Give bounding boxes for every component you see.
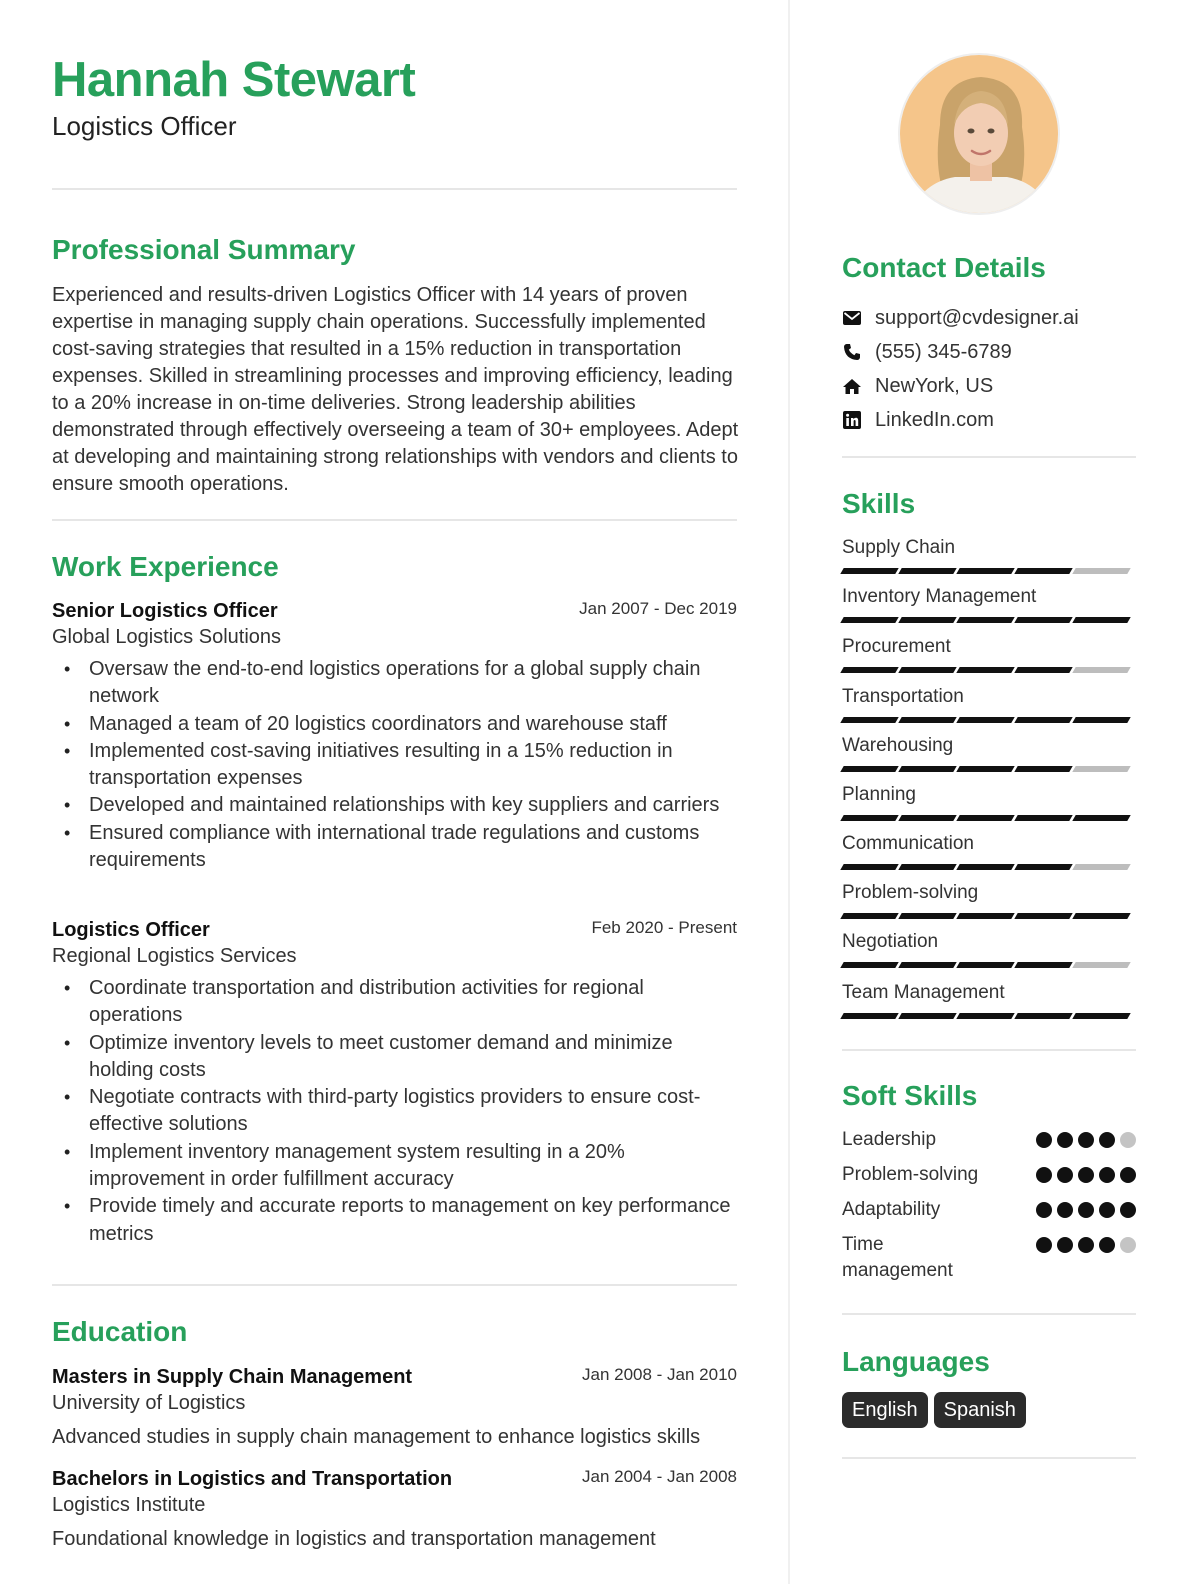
linkedin-text: LinkedIn.com [875, 408, 994, 431]
rating-dot [1036, 1132, 1052, 1148]
soft-skill-label: Leadership [842, 1129, 937, 1150]
skill-level-segment [956, 617, 1014, 623]
skill-level-segment [840, 864, 898, 870]
job-bullets [52, 656, 737, 874]
job-title: Logistics Officer [52, 919, 210, 941]
education-dates: Jan 2008 - Jan 2010 [581, 1365, 737, 1384]
language-badge: Spanish [934, 1392, 1026, 1428]
job-dates: Jan 2007 - Dec 2019 [579, 599, 737, 618]
skill-label: Transportation [842, 686, 964, 707]
candidate-name: Hannah Stewart [52, 53, 416, 107]
skill-item [842, 930, 1136, 968]
rating-dot [1036, 1202, 1052, 1218]
education-entry [52, 1364, 737, 1450]
skill-level-segment [1014, 766, 1072, 772]
soft-skill-item [842, 1232, 1136, 1284]
skill-item [842, 536, 1136, 574]
skill-level-segment [840, 568, 898, 574]
skill-item [842, 685, 1136, 723]
job-bullets [52, 975, 737, 1248]
skill-label: Communication [842, 833, 974, 854]
skill-level-segment [1014, 617, 1072, 623]
soft-skill-label: Problem-solving [842, 1164, 979, 1185]
soft-skill-rating [1036, 1167, 1136, 1183]
skill-level-segment [840, 766, 898, 772]
job-bullet: • Ensured compliance with international trade regulations and customs requirements [52, 820, 737, 875]
contact-email[interactable] [842, 304, 1079, 332]
skill-level-bar [842, 913, 1136, 919]
divider [52, 519, 737, 521]
skill-item [842, 832, 1136, 870]
skill-level-bar [842, 1013, 1136, 1019]
job-bullet: • Provide timely and accurate reports to management on key performance metrics [52, 1193, 737, 1248]
skill-level-bar [842, 617, 1136, 623]
skill-level-segment [956, 667, 1014, 673]
skill-level-segment [1072, 667, 1130, 673]
rating-dot [1120, 1132, 1136, 1148]
envelope-icon [842, 308, 862, 328]
divider [842, 1457, 1136, 1459]
job-title: Senior Logistics Officer [52, 600, 278, 622]
language-badge: English [842, 1392, 928, 1428]
job-bullet: • Implemented cost-saving initiatives resulting in a 15% reduction in transportation expenses [52, 738, 737, 793]
job-company: Global Logistics Solutions [52, 626, 282, 648]
skill-label: Procurement [842, 636, 951, 657]
skill-level-segment [898, 568, 956, 574]
summary-heading: Professional Summary [52, 234, 356, 265]
education-description: Foundational knowledge in logistics and transportation management [52, 1528, 656, 1550]
skill-level-segment [898, 962, 956, 968]
job-bullet: • Optimize inventory levels to meet customer demand and minimize holding costs [52, 1030, 737, 1085]
location-text: NewYork, US [875, 374, 994, 397]
skill-level-bar [842, 864, 1136, 870]
skill-level-segment [956, 962, 1014, 968]
soft-skill-rating [1036, 1132, 1136, 1148]
profile-photo-illustration [900, 55, 1060, 215]
rating-dot [1036, 1167, 1052, 1183]
skill-level-segment [840, 815, 898, 821]
skill-level-segment [840, 962, 898, 968]
soft-skills-heading: Soft Skills [842, 1080, 978, 1111]
job-company: Regional Logistics Services [52, 945, 297, 967]
skill-level-segment [840, 1013, 898, 1019]
candidate-title: Logistics Officer [52, 111, 237, 141]
education-description: Advanced studies in supply chain management to enhance logistics skills [52, 1426, 701, 1448]
soft-skill-rating [1036, 1202, 1136, 1218]
rating-dot [1078, 1132, 1094, 1148]
skill-level-segment [1014, 913, 1072, 919]
skill-level-bar [842, 667, 1136, 673]
experience-heading: Work Experience [52, 551, 279, 582]
rating-dot [1078, 1167, 1094, 1183]
job-bullet: • Implement inventory management system resulting in a 20% improvement in order fulfillment accuracy [52, 1139, 737, 1194]
skill-label: Planning [842, 784, 916, 805]
skill-level-segment [1072, 913, 1130, 919]
rating-dot [1057, 1237, 1073, 1253]
divider [842, 1313, 1136, 1315]
education-heading: Education [52, 1316, 188, 1347]
divider [52, 188, 737, 190]
skill-level-segment [1072, 864, 1130, 870]
skill-level-segment [1014, 815, 1072, 821]
skill-item [842, 585, 1136, 623]
skill-level-bar [842, 815, 1136, 821]
education-entry [52, 1466, 737, 1552]
rating-dot [1099, 1237, 1115, 1253]
skill-level-segment [898, 717, 956, 723]
skill-level-bar [842, 568, 1136, 574]
contact-heading: Contact Details [842, 252, 1046, 283]
school-name: Logistics Institute [52, 1494, 206, 1516]
rating-dot [1120, 1202, 1136, 1218]
degree-title: Bachelors in Logistics and Transportation [52, 1468, 453, 1490]
skill-label: Team Management [842, 982, 1005, 1003]
skill-item [842, 881, 1136, 919]
divider [842, 1049, 1136, 1051]
email-text: support@cvdesigner.ai [875, 306, 1079, 329]
skill-level-segment [840, 717, 898, 723]
skill-level-segment [840, 667, 898, 673]
skill-level-bar [842, 717, 1136, 723]
skill-level-segment [1072, 766, 1130, 772]
soft-skill-rating [1036, 1237, 1136, 1253]
job-bullet: • Oversaw the end-to-end logistics operations for a global supply chain network [52, 656, 737, 711]
skill-label: Inventory Management [842, 586, 1037, 607]
profile-photo [898, 53, 1060, 215]
job-bullet: • Negotiate contracts with third-party logistics providers to ensure cost-effective solutions [52, 1084, 737, 1139]
soft-skill-label: Adaptability [842, 1199, 941, 1220]
skill-label: Warehousing [842, 735, 954, 756]
skill-label: Problem-solving [842, 882, 979, 903]
rating-dot [1099, 1202, 1115, 1218]
divider [842, 456, 1136, 458]
skill-label: Negotiation [842, 931, 939, 952]
rating-dot [1099, 1167, 1115, 1183]
education-dates: Jan 2004 - Jan 2008 [581, 1467, 737, 1486]
skill-level-segment [840, 913, 898, 919]
soft-skill-item [842, 1127, 1136, 1153]
contact-linkedin[interactable] [842, 406, 994, 434]
soft-skill-item [842, 1197, 1136, 1223]
job-bullet: • Managed a team of 20 logistics coordinators and warehouse staff [52, 711, 737, 738]
skill-level-segment [956, 815, 1014, 821]
summary-text: Experienced and results-driven Logistics Officer with 14 years of proven expertise in managing supply chain operations. Successfully implemented cost-saving strategies that resulted in a 15% reduction in transportation expenses. Skilled in streamlining processes and improving efficiency, leading to a 20% increase in on-time deliveries. Strong leadership abilities demonstrated through effectively overseeing a team of 30+ employees. Adept at developing and maintaining strong relationships with vendors and clients to ensure smooth operations. [52, 284, 739, 495]
skill-level-segment [898, 766, 956, 772]
rating-dot [1036, 1237, 1052, 1253]
rating-dot [1099, 1132, 1115, 1148]
rating-dot [1078, 1237, 1094, 1253]
soft-skill-label: Time management [842, 1234, 953, 1281]
skill-level-segment [1014, 667, 1072, 673]
skill-level-segment [898, 1013, 956, 1019]
phone-icon [842, 342, 862, 362]
rating-dot [1120, 1167, 1136, 1183]
skill-level-segment [1014, 568, 1072, 574]
skill-level-segment [1014, 962, 1072, 968]
rating-dot [1078, 1202, 1094, 1218]
skill-level-segment [1014, 864, 1072, 870]
job-dates: Feb 2020 - Present [591, 918, 737, 937]
skill-level-segment [956, 913, 1014, 919]
rating-dot [1057, 1132, 1073, 1148]
skill-level-segment [956, 568, 1014, 574]
skill-level-bar [842, 766, 1136, 772]
skill-level-segment [898, 617, 956, 623]
rating-dot [1120, 1237, 1136, 1253]
skill-item [842, 734, 1136, 772]
job-entry [52, 917, 737, 1248]
skill-level-segment [1072, 617, 1130, 623]
skill-level-segment [898, 913, 956, 919]
rating-dot [1057, 1167, 1073, 1183]
skill-level-segment [956, 864, 1014, 870]
degree-title: Masters in Supply Chain Management [52, 1366, 413, 1388]
skill-level-segment [1072, 962, 1130, 968]
job-entry [52, 598, 737, 874]
rating-dot [1057, 1202, 1073, 1218]
skill-level-segment [898, 667, 956, 673]
home-icon [842, 376, 862, 396]
school-name: University of Logistics [52, 1392, 246, 1414]
contact-location [842, 372, 993, 400]
skill-label: Supply Chain [842, 537, 956, 558]
column-divider [788, 0, 790, 1584]
skill-item [842, 981, 1136, 1019]
skill-level-segment [1072, 717, 1130, 723]
skill-level-segment [1014, 1013, 1072, 1019]
linkedin-icon [842, 410, 862, 430]
skill-level-segment [898, 815, 956, 821]
soft-skill-item [842, 1162, 1136, 1188]
job-bullet: • Developed and maintained relationships with key suppliers and carriers [52, 792, 737, 819]
skill-level-segment [956, 766, 1014, 772]
skill-item [842, 783, 1136, 821]
skill-level-segment [898, 864, 956, 870]
languages-list [842, 1392, 1026, 1428]
skill-level-segment [1072, 1013, 1130, 1019]
skill-level-bar [842, 962, 1136, 968]
divider [52, 1284, 737, 1286]
skill-level-segment [1014, 717, 1072, 723]
phone-text: (555) 345-6789 [875, 340, 1012, 363]
skill-level-segment [956, 717, 1014, 723]
languages-heading: Languages [842, 1346, 990, 1377]
skill-level-segment [1072, 815, 1130, 821]
contact-phone[interactable] [842, 338, 1012, 366]
skill-item [842, 635, 1136, 673]
skill-level-segment [840, 617, 898, 623]
skill-level-segment [956, 1013, 1014, 1019]
skill-level-segment [1072, 568, 1130, 574]
skills-heading: Skills [842, 488, 916, 519]
job-bullet: • Coordinate transportation and distribution activities for regional operations [52, 975, 737, 1030]
